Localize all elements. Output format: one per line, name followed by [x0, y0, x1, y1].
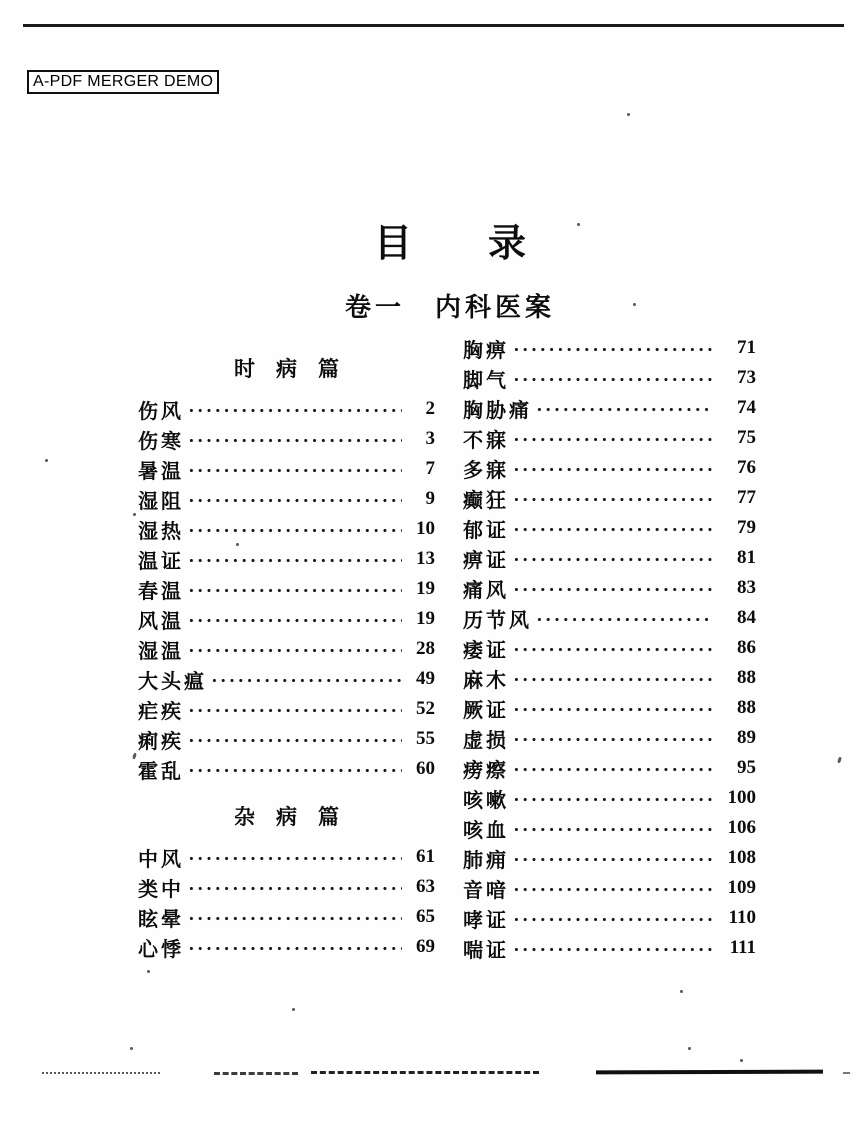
toc-entry-label: 湿阻: [138, 490, 184, 513]
toc-entry-label: 霍乱: [138, 760, 184, 783]
toc-entry: [463, 813, 756, 843]
toc-right-column: [463, 333, 756, 963]
toc-entry-page: 49: [416, 668, 435, 689]
dot-leader: [185, 394, 402, 424]
scan-artifact-line: [596, 1070, 823, 1075]
toc-entry-label: 癫狂: [463, 489, 509, 512]
toc-entry-page: 89: [737, 727, 756, 748]
toc-entry: [463, 843, 756, 873]
scan-artifact-line: [311, 1071, 539, 1074]
toc-entry-label: 多寐: [463, 459, 509, 482]
toc-entry: [463, 783, 756, 813]
scan-speck: [740, 1059, 743, 1062]
toc-entry: [138, 544, 435, 574]
toc-entry-page: 71: [737, 337, 756, 358]
toc-entry: [138, 694, 435, 724]
toc-entry: [463, 603, 756, 633]
toc-entry-label: 伤寒: [138, 430, 184, 453]
toc-entry-page: 52: [416, 698, 435, 719]
dot-leader: [185, 902, 402, 932]
toc-entry: [138, 902, 435, 932]
toc-entry-label: 喘证: [463, 939, 509, 962]
scan-artifact-line: [214, 1072, 298, 1075]
toc-entry: [463, 363, 756, 393]
toc-entry-page: 28: [416, 638, 435, 659]
toc-entry-page: 13: [416, 548, 435, 569]
dot-leader: [510, 693, 713, 723]
toc-entry: [463, 693, 756, 723]
dot-leader: [510, 573, 713, 603]
scan-speck: [236, 543, 239, 546]
toc-entry: [463, 333, 756, 363]
dot-leader: [185, 842, 402, 872]
toc-entry-label: 类中: [138, 878, 184, 901]
dot-leader: [510, 783, 713, 813]
toc-entry: [138, 394, 435, 424]
toc-entry-page: 108: [727, 847, 756, 868]
toc-entry-page: 84: [737, 607, 756, 628]
scan-artifact-line: [843, 1072, 850, 1074]
dot-leader: [510, 723, 713, 753]
toc-entry-page: 109: [727, 877, 756, 898]
toc-entry-label: 痨瘵: [463, 759, 509, 782]
toc-entry-page: 7: [425, 458, 435, 479]
scan-speck: [292, 1008, 295, 1011]
toc-entry: [463, 543, 756, 573]
scan-speck: [680, 990, 683, 993]
toc-entry-page: 100: [727, 787, 756, 808]
dot-leader: [185, 574, 402, 604]
toc-entry-page: 63: [416, 876, 435, 897]
scan-speck: [45, 459, 48, 462]
toc-entry: [138, 754, 435, 784]
pdf-watermark-box: [27, 70, 219, 94]
toc-entry: [138, 454, 435, 484]
dot-leader: [510, 843, 713, 873]
toc-entry-label: 痢疾: [138, 730, 184, 753]
toc-entry: [463, 453, 756, 483]
toc-entry-label: 温证: [138, 550, 184, 573]
toc-entry-page: 19: [416, 578, 435, 599]
toc-entry-label: 咳嗽: [463, 789, 509, 812]
toc-entry: [463, 573, 756, 603]
dot-leader: [510, 753, 713, 783]
toc-entry-page: 106: [727, 817, 756, 838]
dot-leader: [510, 543, 713, 573]
toc-entry-label: 胸胁痛: [463, 399, 532, 422]
scan-speck: [688, 1047, 691, 1050]
toc-left-column: [138, 356, 435, 962]
toc-entry-page: 77: [737, 487, 756, 508]
toc-entry-label: 胸痹: [463, 339, 509, 362]
toc-entry-label: 咳血: [463, 819, 509, 842]
toc-entry-page: 10: [416, 518, 435, 539]
toc-entry-page: 110: [728, 907, 756, 928]
toc-entry-page: 74: [737, 397, 756, 418]
toc-entry-page: 79: [737, 517, 756, 538]
toc-entry-page: 2: [425, 398, 435, 419]
dot-leader: [510, 873, 713, 903]
toc-entry: [138, 872, 435, 902]
dot-leader: [185, 454, 402, 484]
toc-entry-label: 春温: [138, 580, 184, 603]
dot-leader: [185, 544, 402, 574]
scan-speck: [132, 753, 137, 760]
toc-entry: [463, 633, 756, 663]
toc-entry: [138, 484, 435, 514]
dot-leader: [185, 634, 402, 664]
toc-entry-label: 脚气: [463, 369, 509, 392]
toc-entry-page: 73: [737, 367, 756, 388]
toc-entry-page: 69: [416, 936, 435, 957]
scan-speck: [147, 970, 150, 973]
toc-entry-page: 88: [737, 697, 756, 718]
toc-entry: [463, 393, 756, 423]
dot-leader: [510, 903, 713, 933]
toc-entry: [138, 574, 435, 604]
toc-entry-label: 历节风: [463, 609, 532, 632]
toc-entry-label: 痛风: [463, 579, 509, 602]
scan-speck: [133, 513, 136, 516]
dot-leader: [510, 813, 713, 843]
toc-entry: [463, 663, 756, 693]
dot-leader: [510, 423, 713, 453]
toc-entry-page: 95: [737, 757, 756, 778]
dot-leader: [185, 604, 402, 634]
toc-entry: [138, 424, 435, 454]
toc-entry-label: 痹证: [463, 549, 509, 572]
toc-entry-label: 肺痈: [463, 849, 509, 872]
toc-entry-page: 76: [737, 457, 756, 478]
toc-entry-label: 眩晕: [138, 908, 184, 931]
scan-artifact-line: [42, 1072, 160, 1074]
dot-leader: [510, 663, 713, 693]
toc-entry-label: 厥证: [463, 699, 509, 722]
toc-entry: [463, 903, 756, 933]
scan-speck: [633, 303, 636, 306]
toc-entry-label: 心悸: [138, 938, 184, 961]
dot-leader: [185, 872, 402, 902]
toc-entry-label: 麻木: [463, 669, 509, 692]
dot-leader: [510, 633, 713, 663]
page-title: 目 录: [373, 223, 526, 265]
dot-leader: [510, 333, 713, 363]
toc-entry-page: 61: [416, 846, 435, 867]
dot-leader: [185, 484, 402, 514]
toc-entry-page: 83: [737, 577, 756, 598]
toc-entry-page: 81: [737, 547, 756, 568]
toc-entry: [463, 933, 756, 963]
dot-leader: [185, 754, 402, 784]
dot-leader: [510, 483, 713, 513]
toc-entry-page: 55: [416, 728, 435, 749]
dot-leader: [510, 933, 713, 963]
toc-entry: [463, 423, 756, 453]
toc-entry: [138, 634, 435, 664]
toc-entry-label: 伤风: [138, 400, 184, 423]
toc-entry-label: 疟疾: [138, 700, 184, 723]
dot-leader: [510, 513, 713, 543]
toc-entry-label: 虚损: [463, 729, 509, 752]
scan-speck: [627, 113, 630, 116]
toc-entry: [463, 753, 756, 783]
toc-entry-label: 中风: [138, 848, 184, 871]
toc-entry-label: 哮证: [463, 909, 509, 932]
toc-entry-label: 音喑: [463, 879, 509, 902]
toc-entry-page: 75: [737, 427, 756, 448]
toc-entry: [463, 873, 756, 903]
volume-heading: 卷一 内科医案: [344, 293, 555, 322]
toc-entry-label: 湿温: [138, 640, 184, 663]
scan-speck: [837, 757, 842, 764]
dot-leader: [533, 603, 713, 633]
toc-entry-label: 郁证: [463, 519, 509, 542]
dot-leader: [208, 664, 402, 694]
toc-entry-label: 痿证: [463, 639, 509, 662]
toc-entry-page: 19: [416, 608, 435, 629]
toc-entry: [138, 664, 435, 694]
toc-entry-label: 不寐: [463, 429, 509, 452]
toc-entry: [138, 724, 435, 754]
section-header: 时 病 篇: [234, 357, 339, 381]
toc-entry-label: 风温: [138, 610, 184, 633]
scan-speck: [577, 223, 580, 226]
dot-leader: [510, 453, 713, 483]
section-header: 杂 病 篇: [234, 805, 339, 829]
top-rule: [23, 24, 844, 27]
toc-entry-page: 111: [729, 937, 756, 958]
toc-entry: [138, 514, 435, 544]
toc-entry-page: 60: [416, 758, 435, 779]
toc-entry-page: 3: [425, 428, 435, 449]
toc-entry-page: 88: [737, 667, 756, 688]
toc-entry-page: 65: [416, 906, 435, 927]
dot-leader: [185, 514, 402, 544]
toc-entry-page: 9: [425, 488, 435, 509]
dot-leader: [510, 363, 713, 393]
toc-entry-page: 86: [737, 637, 756, 658]
scan-speck: [130, 1047, 133, 1050]
toc-entry: [138, 932, 435, 962]
dot-leader: [185, 694, 402, 724]
dot-leader: [185, 424, 402, 454]
pdf-watermark-text: A-PDF MERGER DEMO: [33, 73, 214, 90]
dot-leader: [185, 724, 402, 754]
dot-leader: [533, 393, 713, 423]
toc-entry: [463, 513, 756, 543]
toc-entry: [463, 483, 756, 513]
toc-entry-label: 湿热: [138, 520, 184, 543]
toc-entry: [138, 604, 435, 634]
toc-entry: [463, 723, 756, 753]
toc-entry-label: 大头瘟: [138, 670, 207, 693]
toc-entry-label: 暑温: [138, 460, 184, 483]
dot-leader: [185, 932, 402, 962]
toc-entry: [138, 842, 435, 872]
